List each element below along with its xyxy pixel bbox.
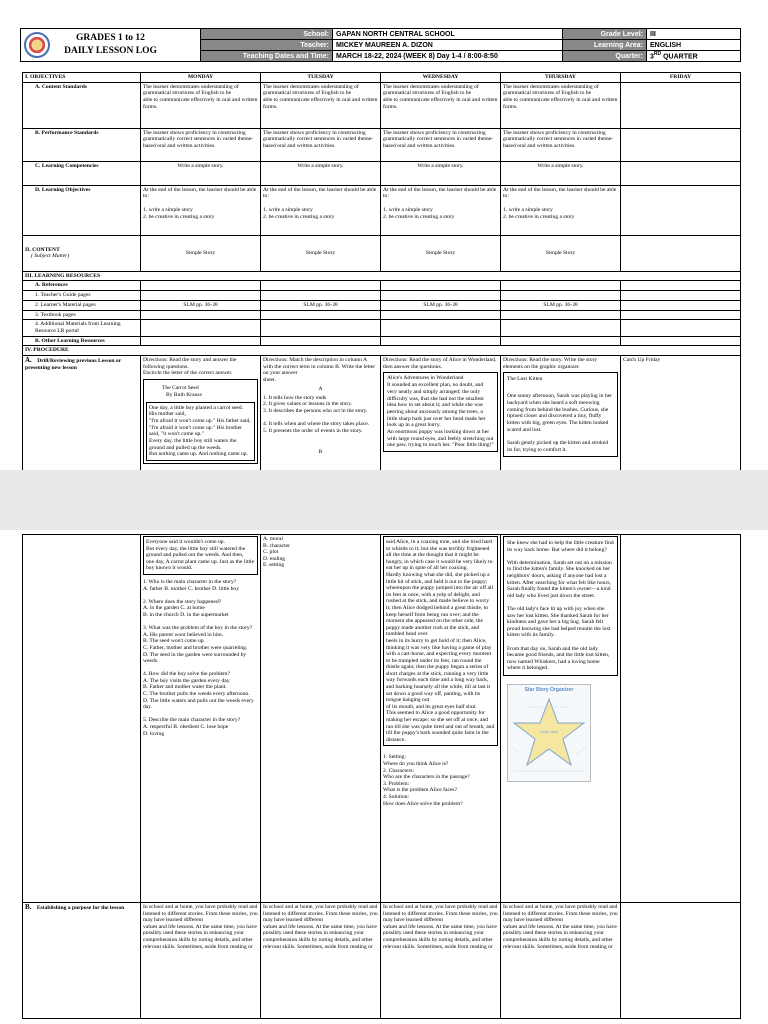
content-heading: II. CONTENT ( Subject Matter) xyxy=(23,235,141,271)
learning-objectives-mon: At the end of the lesson, the learner should be able to: 1. write a simple story 2. be creative in creating a story xyxy=(141,185,261,235)
learning-objectives-label: D. Learning Objectives xyxy=(23,185,141,235)
content-standards-thu: The learner demonstrates understanding of grammatical structures of English to be able to communicate effectively in oral and written forms. xyxy=(501,82,621,128)
additional-materials-label: 4. Additional Materials from Learning Resource LR portal xyxy=(23,320,141,336)
purpose-tue: In school and at home, you have probably read and listened to different stories. From these stories, you may have learned different values and life lessons. At the same time, you have possibly used these stories in enhancing your comprehension skills by noting details, and other relevant skills. Sometimes, aside from reading or xyxy=(261,903,381,1019)
content-wed: Simple Story xyxy=(381,235,501,271)
dates-value: MARCH 18-22, 2024 (WEEK 8) Day 1-4 / 8:00-8:50 xyxy=(333,51,563,62)
drill-cont-wed xyxy=(381,535,501,903)
day-monday: MONDAY xyxy=(141,73,261,83)
purpose-wed: In school and at home, you have probably read and listened to different stories. From these stories, you may have learned different values and life lessons. At the same time, you have possibly used these stories in enhancing your comprehension skills by noting details, and other relevant skills. Sometimes, aside from reading or xyxy=(381,903,501,1019)
drill-mon: Directions: Read the story and answer the following questions. Encircle the letter of the correct answer. The Carrot Seed By Ruth Krauss One day, a little boy planted a carrot seed. His mother said, "I'm afraid it won't come up." His father said, "I'm afraid it won't come up." His brother said, "it won't come up." Every day, the little boy still waters the ground and pulled up the weeds. But nothing came up. And nothing came up. xyxy=(141,356,261,470)
drill-cont-tue: A. moral B. character C. plot D. ending E. setting xyxy=(261,535,381,903)
teacher-label: Teacher: xyxy=(201,40,333,51)
header-table xyxy=(20,28,741,62)
lm-pages-thu: SLM pp. 36-38 xyxy=(501,300,621,310)
content-mon: Simple Story xyxy=(141,235,261,271)
carrot-seed-story-continued: Everyone said it wouldn't come up. But every day, the little boy still watered the ground and pulled out the weeds. And then, one day, A carrot plant came up. Just as the little boy known it would. xyxy=(143,536,258,575)
drill-fri: Catch Up Friday xyxy=(621,356,741,470)
performance-standards-fri xyxy=(621,128,741,161)
learning-objectives-wed: At the end of the lesson, the learner should be able to: 1. write a simple story 2. be creative in creating a story xyxy=(381,185,501,235)
lm-pages-wed: SLM pp. 36-38 xyxy=(381,300,501,310)
content-standards-label: A. Content Standards xyxy=(23,82,141,128)
lm-pages-label: 2. Learner's Material pages xyxy=(23,300,141,310)
tg-pages-label: 1. Teacher's Guide pages xyxy=(23,291,141,301)
learning-objectives-thu: At the end of the lesson, the learner should be able to: 1. write a simple story 2. be creative in creating a story xyxy=(501,185,621,235)
content-standards-fri xyxy=(621,82,741,128)
carrot-seed-story-box: The Carrot Seed By Ruth Krauss One day, a little boy planted a carrot seed. His mother said, "I'm afraid it won't come up." His father said, "I'm afraid it won't come up." His brother said, "it won't come up." Every day, the little boy still waters the ground and pulled up the weeds. But nothing came up. And nothing came up. xyxy=(143,379,258,464)
content-standards-mon: The learner demonstrates understanding of grammatical structures of English to be able to communicate effectively in oral and written forms. xyxy=(141,82,261,128)
teacher-value: MICKEY MAUREEN A. DIZON xyxy=(333,40,563,51)
procedure-heading: IV. PROCEDURE xyxy=(23,346,741,356)
day-thursday: THURSDAY xyxy=(501,73,621,83)
alice-story-continued: said Alice, in a coaxing tone, and she tried hard to whistle to it; but she was terribly frightened all the time at the thought that it might be hungry, in which case it would be very likely to eat her up in spite of all her coaxing. Hardly knowing what she did, she picked up a little bit of stick, and held it out to the puppy; whereupon the puppy jumped into the air off all its feet at once, with a yelp of delight, and rushed at the stick, and made believe to worry it; then Alice dodged behind a great thistle, to keep herself from being run over; and the moment she appeared on the other side, the puppy made another rush at the stick, and tumbled head over heels in its hurry to get hold of it; then Alice, thinking it was very like having a game of play with a cart-horse, and expecting every moment to be trampled under its feet, ran round the thistle again; then the puppy began a series of short charges at the stick, running a very little way forwards each time and a long way back, and barking hoarsely all the while, till at last it sat down a good way off, panting, with its tongue hanging out of its mouth, and its great eyes half shut. This seemed to Alice a good opportunity for making her escape; so she set off at once, and ran till she was quite tired and out of breath, and till the puppy's bark sounded quite faint in the distance. xyxy=(383,536,498,746)
performance-standards-label: B. Performance Standards xyxy=(23,128,141,161)
content-tue: Simple Story xyxy=(261,235,381,271)
drill-cont-mon xyxy=(141,535,261,903)
learning-competencies-thu: Write a simple story. xyxy=(501,161,621,185)
other-resources-label: B. Other Learning Resources xyxy=(23,336,141,346)
lesson-table-page1 xyxy=(22,72,741,470)
header-title xyxy=(21,29,201,62)
learning-resources-heading: III. LEARNING RESOURCES xyxy=(23,271,741,281)
purpose-thu: In school and at home, you have probably read and listened to different stories. From these stories, you may have learned different values and life lessons. At the same time, you have possibly used these stories in enhancing your comprehension skills by noting details, and other relevant skills. Sometimes, aside from reading or xyxy=(501,903,621,1019)
drill-tue: Directions: Match the description in column A with the correct term in column B. Write the letter on your answer sheet. A 1. It tells how the story ends 2. It gives values or lessons in the story. 3. It describes the persons who act in the story. 4. It tells when and where the story takes place. 5. It presents the order of events in the story. B xyxy=(261,356,381,470)
drill-cont-label xyxy=(23,535,141,903)
purpose-fri xyxy=(621,903,741,1019)
purpose-label: B. Establishing a purpose for the lesson xyxy=(23,903,141,1019)
learning-competencies-label: C. Learning Competencies xyxy=(23,161,141,185)
learning-competencies-tue: Write a simple story. xyxy=(261,161,381,185)
grade-label: Grade Level: xyxy=(563,29,647,40)
learning-objectives-fri xyxy=(621,185,741,235)
day-tuesday: TUESDAY xyxy=(261,73,381,83)
learning-objectives-tue: At the end of the lesson, the learner should be able to: 1. write a simple story 2. be creative in creating a story xyxy=(261,185,381,235)
drill-cont-thu xyxy=(501,535,621,903)
alice-questions: 1. Setting: Where do you think Alice is? 2. Characters: Who are the characters in the passage? 3. Problem: What is the problem Alice faces? 4. Solution: How does Alice solve the problem? xyxy=(383,754,470,807)
content-standards-tue: The learner demonstrates understanding of grammatical structures of English to be able to communicate effectively in oral and written forms. xyxy=(261,82,381,128)
quarter-value: 3RD QUARTER xyxy=(647,51,741,62)
lost-kitten-story-box: The Lost Kitten One sunny afternoon, Sarah was playing in her backyard when she heard a soft meowing coming from behind the bushes. Curious, she tiptoed closer and discovered a tiny, fluffy kitten with big, green eyes. The kitten looked scared and lost. Sarah gently picked up the kitten and stroked its fur, trying to comfort it. xyxy=(503,372,618,457)
carrot-seed-questions: 1. Who is the main character in the story? A. father B. mother C. brother D. little boy 2. Where does the story happened? A. in the garden C. at home B. in the church D. in the supermarket 3. What was the problem of the boy in the story? A. His parent wont believed in him. B. The seed won't come up. C. Father, mother and brother were quarreling. D. The seed in the garden were surrounded by weeds. 4. How did the boy solve the problem? A. The boy visits the garden every day. B. Father and mother water the plant. C. The brother pulls the weeds every afternoon. D. The little waters and pulls out the weeds every day. 5. Describe the main character in the story? A. respectful B. obedient C. lose hope D. loving xyxy=(143,578,254,737)
performance-standards-tue: The learner shows proficiency in constructing grammatically correct sentences in varied theme-based oral and written activities. xyxy=(261,128,381,161)
lm-pages-tue: SLM pp. 36-38 xyxy=(261,300,381,310)
drill-wed: Directions: Read the story of Alice in Wonderland, then answer the questions. Alice's Adventures in Wonderland It sounded an excellent plan, no doubt, and very neatly and simply arranged; the only difficulty was, that she had not the smallest idea how to set about it; and while she was peering about anxiously among the trees, a little sharp bark just over her head made her look up in a great hurry. An enormous puppy was looking down at her with large round eyes, and feebly stretching out one paw, trying to touch her. "Poor little thing!" xyxy=(381,356,501,470)
title-grades: GRADES 1 to 12 xyxy=(76,33,145,43)
lesson-table-page2 xyxy=(22,534,741,1019)
dates-label: Teaching Dates and Time: xyxy=(201,51,333,62)
area-value: ENGLISH xyxy=(647,40,741,51)
day-friday: FRIDAY xyxy=(621,73,741,83)
objectives-heading: I. OBJECTIVES xyxy=(23,73,141,83)
learning-competencies-fri xyxy=(621,161,741,185)
performance-standards-mon: The learner shows proficiency in constructing grammatically correct sentences in varied theme-based oral and written activities. xyxy=(141,128,261,161)
page-1 xyxy=(0,0,768,470)
learning-competencies-wed: Write a simple story. xyxy=(381,161,501,185)
grade-value: III xyxy=(647,29,741,40)
drill-label: A. Drill/Reviewing previous Lesson or presenting new lesson xyxy=(23,356,141,470)
star-story-organizer: Star Story Organizer Main Idea xyxy=(507,684,591,782)
organizer-center-label: Main Idea xyxy=(540,728,558,734)
area-label: Learning Area: xyxy=(563,40,647,51)
title-dll: DAILY LESSON LOG xyxy=(64,46,157,56)
learning-competencies-mon: Write a simple story. xyxy=(141,161,261,185)
quarter-label: Quarter: xyxy=(563,51,647,62)
alice-story-box: Alice's Adventures in Wonderland It sounded an excellent plan, no doubt, and very neatly and simply arranged; the only difficulty was, that she had not the smallest idea how to set about it; and while she was peering about anxiously among the trees, a little sharp bark just over her head made her look up in a great hurry. An enormous puppy was looking down at her with large round eyes, and feebly stretching out one paw, trying to touch her. "Poor little thing!" xyxy=(383,372,498,452)
drill-cont-fri xyxy=(621,535,741,903)
performance-standards-wed: The learner shows proficiency in constructing grammatically correct sentences in varied theme-based oral and written activities. xyxy=(381,128,501,161)
content-standards-wed: The learner demonstrates understanding of grammatical structures of English to be able to communicate effectively in oral and written forms. xyxy=(381,82,501,128)
content-fri xyxy=(621,235,741,271)
lm-pages-mon: SLM pp. 36-38 xyxy=(141,300,261,310)
content-thu: Simple Story xyxy=(501,235,621,271)
drill-thu: Directions: Read the story. Write the story elements on the graphic organizer. The Lost Kitten One sunny afternoon, Sarah was playing in her backyard when she heard a soft meowing coming from behind the bushes. Curious, she tiptoed closer and discovered a tiny, fluffy kitten with big, green eyes. The kitten looked scared and lost. Sarah gently picked up the kitten and stroked its fur, trying to comfort it. xyxy=(501,356,621,470)
school-value: GAPAN NORTH CENTRAL SCHOOL xyxy=(333,29,563,40)
day-wednesday: WEDNESDAY xyxy=(381,73,501,83)
page-2 xyxy=(0,530,768,1024)
textbook-pages-label: 3. Textbook pages xyxy=(23,310,141,320)
lost-kitten-story-continued: She knew she had to help the little creature find its way back home. But where did it belong? With determination, Sarah set out on a mission to find the kitten's family. She knocked on her neighbors' doors, asking if anyone had lost a kitten. After searching for what felt like hours, Sarah finally found the kitten's owner—a kind old lady who lived just down the street. The old lady's face lit up with joy when she saw her lost kitten. She thanked Sarah for her kindness and gave her a big hug. Sarah felt proud knowing she had helped reunite the lost kitten with its family. From that day on, Sarah and the old lady became good friends, and the little lost kitten, now named Whiskers, had a loving home where it belonged. xyxy=(503,536,618,676)
school-label: School: xyxy=(201,29,333,40)
purpose-mon: In school and at home, you have probably read and listened to different stories. From these stories, you may have learned different values and life lessons. At the same time, you have possibly used these stories in enhancing your comprehension skills by noting details, and other relevant skills. Sometimes, aside from reading or xyxy=(141,903,261,1019)
performance-standards-thu: The learner shows proficiency in constructing grammatically correct sentences in varied theme-based oral and written activities. xyxy=(501,128,621,161)
deped-seal-logo xyxy=(24,32,50,58)
references-label: A. References xyxy=(23,281,141,291)
